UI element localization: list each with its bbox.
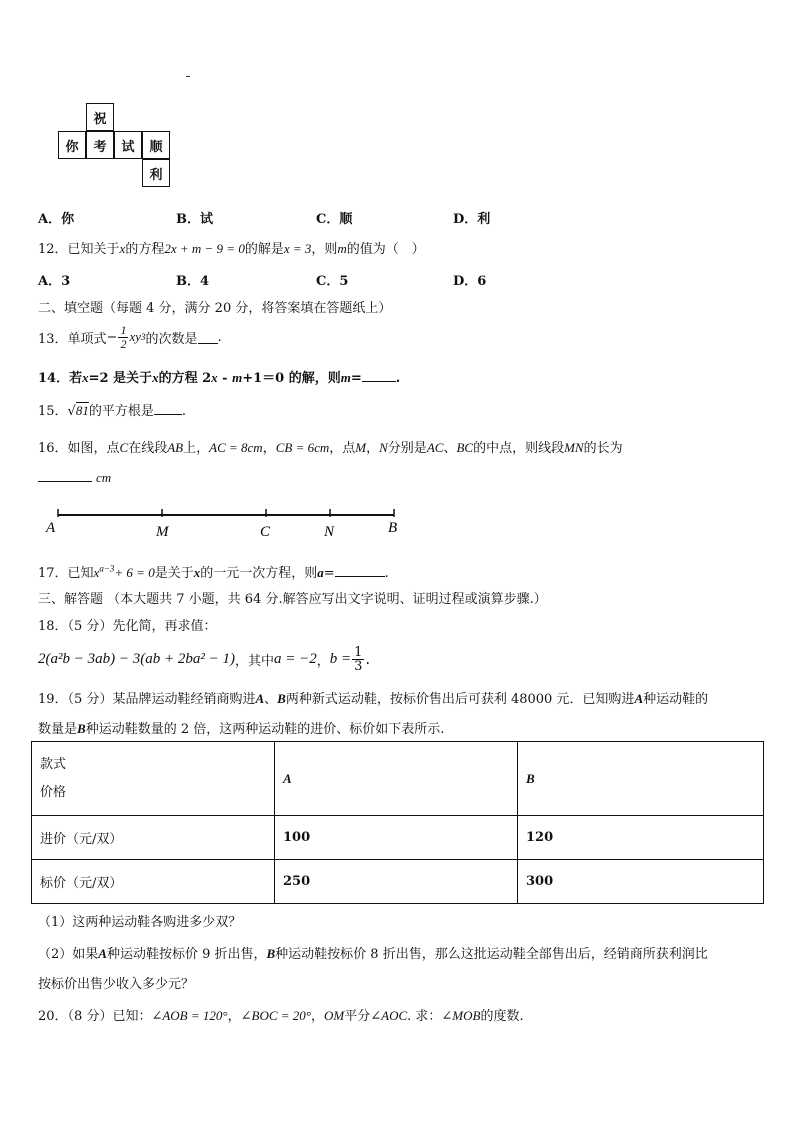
section-2-title: 二、填空题（每题 4 分，满分 20 分，将答案填在答题纸上） bbox=[38, 301, 392, 316]
q17-answer-blank[interactable] bbox=[335, 563, 385, 577]
q16-unit: cm bbox=[96, 470, 112, 485]
q19-text: 种运动鞋数量的 2 倍，这两种运动鞋的进价、标价如下表所示. bbox=[85, 722, 445, 737]
q16-given: CB = 6cm bbox=[275, 440, 330, 455]
question-16 bbox=[38, 437, 623, 456]
q19-text: （2）如果 bbox=[38, 947, 99, 962]
q19-var: B bbox=[277, 691, 286, 706]
q13-text: . bbox=[217, 329, 222, 345]
q17-var: a bbox=[317, 565, 324, 580]
q14-text: 的方程 2 bbox=[158, 371, 212, 386]
question-14 bbox=[38, 367, 400, 386]
q18-title: 18．（5 分）先化简，再求值： bbox=[38, 619, 217, 634]
question-20 bbox=[38, 1005, 524, 1024]
q20-angle: ∠AOC bbox=[370, 1008, 408, 1023]
question-17 bbox=[38, 562, 389, 581]
cell-value: 120 bbox=[518, 816, 764, 860]
q11-option-c: C．顺 bbox=[316, 212, 353, 227]
q15-text: . bbox=[181, 404, 186, 419]
header-price-label: 价格 bbox=[40, 784, 67, 800]
q19-var: A bbox=[98, 946, 107, 961]
section-3-title: 三、解答题 （本大题共 7 小题，共 64 分.解答应写出文字说明、证明过程或演算步骤.） bbox=[38, 592, 547, 607]
q13-minus: − bbox=[106, 329, 118, 345]
q16-var: AC bbox=[426, 440, 444, 455]
q16-answer-blank[interactable] bbox=[38, 468, 92, 482]
q14-var: x bbox=[82, 370, 89, 385]
net-cell-6: 利 bbox=[142, 159, 170, 187]
q19-sub-2-line-1 bbox=[38, 943, 708, 962]
q20-text: ， bbox=[310, 1009, 324, 1024]
cell-value: 100 bbox=[275, 816, 518, 860]
q14-text: = bbox=[350, 371, 362, 386]
net-cell-3: 考 bbox=[86, 131, 114, 159]
q12-option-c: C．5 bbox=[316, 274, 349, 289]
label-c: C bbox=[260, 524, 271, 540]
q19-sub-2-line-2: 按标价出售少收入多少元？ bbox=[38, 977, 195, 992]
question-13 bbox=[38, 320, 222, 354]
q13-text: 的次数是 bbox=[145, 331, 198, 347]
header-style-label: 款式 bbox=[40, 756, 67, 772]
q14-text: +1＝0 的解，则 bbox=[242, 371, 341, 386]
q12-text: 的值为（ ） bbox=[346, 242, 425, 257]
q16-text: 、 bbox=[443, 441, 457, 456]
q16-text: ，点 bbox=[329, 441, 356, 456]
q19-text: 种运动鞋的 bbox=[643, 692, 709, 707]
q15-answer-blank[interactable] bbox=[154, 401, 182, 415]
q13-answer-blank[interactable] bbox=[198, 330, 218, 344]
q16-var: M bbox=[355, 440, 367, 455]
q12-var: x bbox=[119, 241, 126, 256]
q14-text: - bbox=[217, 371, 233, 386]
q16-var: N bbox=[379, 440, 388, 455]
header-col-b: B bbox=[518, 742, 764, 816]
q12-option-b: B．4 bbox=[176, 274, 210, 289]
header-col-a: A bbox=[275, 742, 518, 816]
q18-numerator: 1 bbox=[354, 644, 363, 660]
q13-text: 13．单项式 bbox=[38, 331, 107, 347]
q15-text: 15． bbox=[38, 404, 68, 419]
q13-numerator: 1 bbox=[120, 322, 127, 337]
q12-equation: 2x + m − 9 = 0 bbox=[164, 241, 245, 256]
q20-text: 20．（8 分）已知： bbox=[38, 1009, 152, 1024]
question-12 bbox=[38, 238, 425, 257]
q19-text: 种运动鞋按标价 8 折出售，那么这批运动鞋全部售出后，经销商所获利润比 bbox=[275, 947, 708, 962]
q19-line-2 bbox=[38, 718, 444, 737]
q18-denominator: 3 bbox=[354, 658, 363, 674]
q16-var: BC bbox=[456, 440, 474, 455]
q19-text: 19．（5 分）某品牌运动鞋经销商购进 bbox=[38, 692, 256, 707]
net-cell-2: 你 bbox=[58, 131, 86, 159]
q17-text: . bbox=[384, 566, 389, 581]
cell-value: 250 bbox=[275, 860, 518, 904]
q18-text: ，其中 bbox=[234, 653, 274, 669]
q16-given: AC = 8cm bbox=[209, 440, 263, 455]
q11-option-b: B．试 bbox=[176, 212, 213, 227]
net-cell-5: 顺 bbox=[142, 131, 170, 159]
q16-text: ， bbox=[262, 441, 276, 456]
q19-text: 、 bbox=[264, 692, 278, 707]
q16-text: 在线段 bbox=[128, 441, 168, 456]
q16-text: 分别是 bbox=[387, 441, 427, 456]
q12-option-d: D．6 bbox=[453, 274, 487, 289]
q16-text: 上， bbox=[183, 441, 210, 456]
label-m: M bbox=[156, 524, 169, 540]
q19-text: 数量是 bbox=[38, 722, 78, 737]
q20-angle: ∠BOC = 20° bbox=[240, 1008, 311, 1023]
q17-text: 的一元一次方程，则 bbox=[200, 566, 318, 581]
q16-var: C bbox=[119, 440, 129, 455]
q12-option-a: A．3 bbox=[38, 274, 71, 289]
q19-var: B bbox=[266, 946, 276, 961]
q20-angle: ∠MOB bbox=[441, 1008, 481, 1023]
q20-text: . 求： bbox=[407, 1009, 442, 1024]
q18-b-lhs: b = bbox=[329, 650, 352, 667]
net-cell-1: 祝 bbox=[86, 103, 114, 131]
q19-line-1 bbox=[38, 688, 708, 707]
q18-a-value: a = −2 bbox=[273, 650, 317, 667]
q20-var: OM bbox=[324, 1008, 345, 1023]
stray-mark bbox=[186, 76, 190, 77]
row-label: 标价（元/双） bbox=[32, 860, 275, 904]
q20-angle: ∠AOB = 120° bbox=[151, 1008, 228, 1023]
q13-monomial: xy bbox=[129, 329, 141, 344]
q19-var: A bbox=[255, 691, 265, 706]
q14-var: x bbox=[211, 370, 218, 385]
q17-var: x bbox=[193, 565, 201, 580]
q14-answer-blank[interactable] bbox=[362, 368, 396, 382]
segment-diagram bbox=[40, 505, 410, 541]
q20-text: 的度数. bbox=[480, 1009, 524, 1024]
q19-var: B bbox=[77, 721, 86, 736]
q14-text: 14．若 bbox=[38, 371, 83, 386]
q19-text: 种运动鞋按标价 9 折出售， bbox=[106, 947, 267, 962]
q16-answer-line bbox=[38, 468, 111, 486]
cell-value: 300 bbox=[518, 860, 764, 904]
q12-text: 12．已知关于 bbox=[38, 242, 120, 257]
table-header-row bbox=[32, 742, 764, 816]
q16-text: 的长为 bbox=[583, 441, 623, 456]
q18-text: ， bbox=[316, 653, 330, 669]
header-corner-cell bbox=[32, 742, 275, 816]
q19-text: 两种新式运动鞋，按标价售出后可获利 48000 元．已知购进 bbox=[285, 692, 635, 707]
q12-var: m bbox=[337, 241, 347, 256]
q17-equation: + 6 = 0 bbox=[114, 565, 155, 580]
q19-sub-1: （1）这两种运动鞋各购进多少双？ bbox=[38, 915, 242, 930]
q17-exponent: a−3 bbox=[99, 563, 115, 574]
q13-denominator: 2 bbox=[120, 336, 127, 351]
q16-text: 的中点，则线段 bbox=[473, 441, 565, 456]
q12-text: ，则 bbox=[311, 242, 338, 257]
q13-fraction bbox=[118, 324, 128, 351]
q14-text: . bbox=[395, 371, 401, 386]
label-n: N bbox=[324, 524, 335, 540]
q20-text: ， bbox=[227, 1009, 241, 1024]
q19-var: A bbox=[634, 691, 644, 706]
table-row bbox=[32, 816, 764, 860]
q11-option-a: A．你 bbox=[38, 212, 75, 227]
q12-solution: x = 3 bbox=[283, 241, 312, 256]
q16-text: 16．如图，点 bbox=[38, 441, 120, 456]
q17-base: x bbox=[93, 565, 100, 580]
q15-text: 的平方根是 bbox=[88, 404, 154, 419]
q20-text: 平分 bbox=[344, 1009, 371, 1024]
q11-option-d: D．利 bbox=[453, 212, 491, 227]
row-label: 进价（元/双） bbox=[32, 816, 275, 860]
q15-radicand: 81 bbox=[75, 403, 89, 418]
label-a: A bbox=[46, 520, 56, 536]
q14-var: m bbox=[340, 370, 351, 385]
q17-text: 是关于 bbox=[154, 566, 194, 581]
q13-exponent: 3 bbox=[141, 332, 146, 342]
q18-fraction bbox=[352, 646, 364, 673]
q18-expression: 2(a²b − 3ab) − 3(ab + 2ba² − 1) bbox=[38, 650, 235, 667]
net-cell-4: 试 bbox=[114, 131, 142, 159]
question-15 bbox=[38, 400, 186, 419]
q16-var: AB bbox=[167, 440, 184, 455]
q16-var: MN bbox=[564, 440, 584, 455]
label-b: B bbox=[388, 520, 398, 536]
q14-var: m bbox=[232, 370, 243, 385]
sqrt-icon: √ bbox=[67, 404, 76, 419]
q17-text: = bbox=[323, 566, 335, 581]
q12-text: 的方程 bbox=[125, 242, 165, 257]
question-18-expression bbox=[38, 642, 370, 676]
price-table bbox=[31, 741, 764, 904]
q16-text: ， bbox=[366, 441, 380, 456]
q17-text: 17．已知 bbox=[38, 566, 94, 581]
q18-text: . bbox=[365, 650, 371, 668]
table-row bbox=[32, 860, 764, 904]
q14-text: =2 是关于 bbox=[88, 371, 153, 386]
q14-var: x bbox=[152, 370, 159, 385]
q12-text: 的解是 bbox=[244, 242, 284, 257]
